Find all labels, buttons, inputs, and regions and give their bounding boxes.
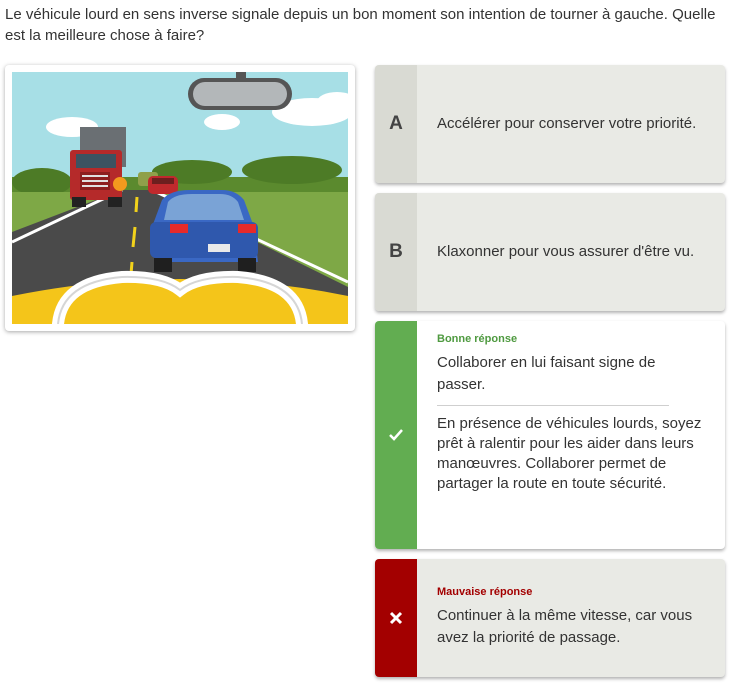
answer-body-wrong [417,559,725,677]
x-icon [375,559,417,677]
answer-label: Klaxonner pour vous assurer d'être vu. [437,243,695,260]
status-label-correct: Bonne réponse [437,333,518,345]
question-text: Le véhicule lourd en sens inverse signale depuis un bon moment son intention de tourner à gauche. Quelle est la meilleure chose à faire? [5,6,716,44]
status-label-wrong: Mauvaise réponse [437,586,533,598]
divider [437,405,669,406]
answer-option-a[interactable] [375,65,725,183]
answer-label: Continuer à la même vitesse, car vous avez la priorité de passage. [437,607,693,646]
answer-text-a [417,65,725,183]
answer-body-correct [417,321,725,549]
answer-text-b [417,193,725,311]
answer-letter-b: B [375,193,417,311]
question-illustration [5,65,355,331]
answer-explanation: En présence de véhicules lourds, soyez prêt à ralentir pour les aider dans leurs manœuvres. Collaborer permet de partager la route en toute sécurité. [437,415,702,492]
answer-letter-a: A [375,65,417,183]
answer-label: Accélérer pour conserver votre priorité. [437,115,697,132]
check-icon [375,321,417,549]
road-scene-illustration [12,72,348,324]
answer-option-correct[interactable] [375,321,725,549]
answer-option-b[interactable] [375,193,725,311]
answer-label: Collaborer en lui faisant signe de passer. [437,354,656,393]
answer-option-wrong[interactable] [375,559,725,677]
